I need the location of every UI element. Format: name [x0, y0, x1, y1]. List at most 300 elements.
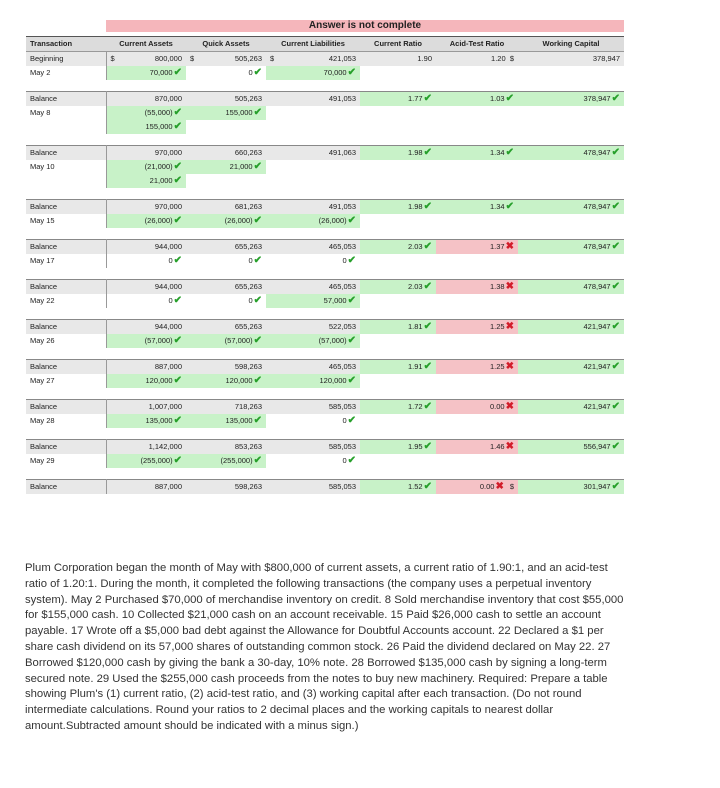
col-current-liabilities: Current Liabilities — [266, 37, 360, 52]
row-label — [26, 174, 106, 188]
spacer-cell — [26, 80, 106, 92]
cell-cl: 491,053 — [266, 92, 360, 107]
input-working-capital[interactable]: 478,947✔ — [518, 280, 624, 295]
row-label: May 15 — [26, 214, 106, 228]
empty-cell — [360, 414, 436, 428]
cell-atr: 1.20 $ — [436, 52, 518, 67]
spacer-cell — [106, 348, 186, 360]
balance-row — [26, 200, 624, 215]
empty-cell — [360, 454, 436, 468]
correct-check-icon: ✔ — [173, 375, 182, 386]
correct-check-icon: ✔ — [423, 281, 432, 292]
correct-check-icon: ✔ — [423, 401, 432, 412]
transaction-row — [26, 174, 624, 188]
empty-cell — [518, 334, 624, 348]
correct-check-icon: ✔ — [173, 67, 182, 78]
spacer-cell — [26, 228, 106, 240]
col-transaction: Transaction — [26, 37, 106, 52]
input-working-capital[interactable]: 478,947✔ — [518, 146, 624, 161]
transaction-row — [26, 106, 624, 120]
col-acid-test-ratio: Acid-Test Ratio — [436, 37, 518, 52]
input-working-capital[interactable]: 478,947✔ — [518, 240, 624, 255]
input-ca[interactable]: 135,000✔ — [106, 414, 186, 428]
spacer-cell — [186, 80, 266, 92]
transaction-row — [26, 454, 624, 468]
spacer-row — [26, 80, 624, 92]
empty-cell — [518, 374, 624, 388]
input-qa[interactable]: 0✔ — [248, 255, 262, 266]
row-label: Balance — [26, 92, 106, 107]
input-acid-test-ratio[interactable]: 1.38✖ — [436, 280, 518, 295]
correct-check-icon: ✔ — [173, 415, 182, 426]
cell-ca: 970,000 — [106, 146, 186, 161]
row-label — [26, 120, 106, 134]
spacer-cell — [436, 388, 518, 400]
empty-cell — [266, 120, 360, 134]
empty-cell — [436, 160, 518, 174]
input-ca[interactable]: (55,000)✔ — [106, 106, 186, 120]
input-qa[interactable]: 120,000✔ — [186, 374, 266, 388]
empty-cell — [436, 454, 518, 468]
spacer-row — [26, 388, 624, 400]
empty-cell — [518, 174, 624, 188]
header-row — [26, 37, 624, 52]
empty-cell — [186, 120, 266, 134]
transaction-row — [26, 414, 624, 428]
input-current-ratio[interactable]: 1.77✔ — [360, 92, 436, 107]
row-label: May 29 — [26, 454, 106, 468]
input-ca[interactable]: (21,000)✔ — [106, 160, 186, 174]
spacer-row — [26, 228, 624, 240]
input-ca[interactable]: 70,000✔ — [106, 66, 186, 80]
spacer-row — [26, 268, 624, 280]
balance-row — [26, 480, 624, 495]
input-ca[interactable]: 21,000✔ — [106, 174, 186, 188]
row-label: May 27 — [26, 374, 106, 388]
input-qa[interactable]: 135,000✔ — [186, 414, 266, 428]
empty-cell — [436, 254, 518, 268]
row-label: Balance — [26, 480, 106, 495]
empty-cell — [518, 254, 624, 268]
row-label: May 10 — [26, 160, 106, 174]
input-qa[interactable]: 155,000✔ — [186, 106, 266, 120]
cell-cr: 1.90 — [360, 52, 436, 67]
input-current-ratio[interactable]: 2.03✔ — [360, 280, 436, 295]
input-cl[interactable]: 0✔ — [342, 455, 356, 466]
input-qa[interactable]: (26,000)✔ — [186, 214, 266, 228]
balance-row — [26, 440, 624, 455]
correct-check-icon: ✔ — [505, 93, 514, 104]
input-ca[interactable]: 0✔ — [168, 295, 182, 306]
balance-row — [26, 360, 624, 375]
input-ca[interactable]: (26,000)✔ — [106, 214, 186, 228]
incorrect-x-icon: ✖ — [495, 481, 504, 492]
spacer-cell — [266, 428, 360, 440]
spacer-cell — [26, 468, 106, 480]
spacer-cell — [360, 80, 436, 92]
empty-cell — [360, 120, 436, 134]
spacer-cell — [26, 348, 106, 360]
spacer-cell — [186, 134, 266, 146]
balance-row — [26, 92, 624, 107]
spacer-cell — [26, 268, 106, 280]
spacer-cell — [186, 348, 266, 360]
empty-cell — [518, 106, 624, 120]
correct-check-icon: ✔ — [347, 295, 356, 306]
spacer-cell — [518, 348, 624, 360]
input-working-capital[interactable]: 301,947✔ — [518, 480, 624, 495]
input-working-capital[interactable]: 421,947✔ — [518, 320, 624, 335]
correct-check-icon: ✔ — [611, 93, 620, 104]
spacer-cell — [360, 348, 436, 360]
balance-row — [26, 400, 624, 415]
empty-cell — [436, 414, 518, 428]
cell-cl: 585,053 — [266, 480, 360, 495]
spacer-cell — [436, 134, 518, 146]
spacer-cell — [436, 268, 518, 280]
spacer-cell — [266, 228, 360, 240]
empty-cell — [360, 334, 436, 348]
spacer-cell — [436, 428, 518, 440]
correct-check-icon: ✔ — [173, 175, 182, 186]
empty-cell — [436, 214, 518, 228]
correct-check-icon: ✔ — [253, 335, 262, 346]
spacer-cell — [518, 228, 624, 240]
spacer-cell — [436, 348, 518, 360]
row-label: May 26 — [26, 334, 106, 348]
spacer-cell — [186, 428, 266, 440]
cell-ca: 944,000 — [106, 240, 186, 255]
cell-cl: 491,053 — [266, 200, 360, 215]
correct-check-icon: ✔ — [611, 401, 620, 412]
spacer-cell — [518, 468, 624, 480]
row-label: Balance — [26, 400, 106, 415]
correct-check-icon: ✔ — [505, 201, 514, 212]
transaction-row — [26, 214, 624, 228]
correct-check-icon: ✔ — [611, 241, 620, 252]
answer-status-banner: Answer is not complete — [106, 20, 624, 32]
spacer-row — [26, 348, 624, 360]
correct-check-icon: ✔ — [253, 295, 262, 306]
empty-cell — [436, 374, 518, 388]
correct-check-icon: ✔ — [611, 201, 620, 212]
empty-cell — [266, 160, 360, 174]
correct-check-icon: ✔ — [423, 441, 432, 452]
cell-qa: 598,263 — [186, 360, 266, 375]
cell-qa: 681,263 — [186, 200, 266, 215]
input-cl[interactable]: (57,000)✔ — [266, 334, 360, 348]
cell-cl: 585,053 — [266, 440, 360, 455]
spacer-cell — [360, 228, 436, 240]
cell-cl: $ 421,053 — [266, 52, 360, 67]
input-acid-test-ratio[interactable]: 1.37✖ — [436, 240, 518, 255]
problem-statement: Plum Corporation began the month of May with $800,000 of current assets, a current ratio of 1.90:1, and an acid-test ratio of 1.20:1. During the month, it completed the following transactions (the company uses a perpetual inventory system). May 2 Purchased $70,000 of merchandise inventory on credit. 8 Sold merchandise inventory that cost $55,000 for $155,000 cash. 10 Collected $21,000 cash on an account receivable. 15 Paid $26,000 cash to settle an account payable. 17 Wrote off a $5,000 bad debt against the Allowance for Doubtful Accounts account. 22 Declared a $1 per share cash dividend on its 57,000 shares of outstanding common stock. 26 Paid the dividend declared on May 22. 27 Borrowed $120,000 cash by giving the bank a 30-day, 10% note. 28 Borrowed $135,000 cash by signing a long-term secured note. 29 Used the $255,000 cash proceeds from the notes to buy new machinery. Required: Prepare a table showing Plum's (1) current ratio, (2) acid-test ratio, and (3) working capital after each transaction. (Do not round intermediate calculations. Round your ratios to 2 decimal places and the working capitals to nearest dollar amount.Subtracted amount should be indicated with a minus sign.) — [25, 562, 624, 732]
balance-row — [26, 146, 624, 161]
correct-check-icon: ✔ — [173, 455, 182, 466]
incorrect-x-icon: ✖ — [505, 401, 514, 412]
input-qa[interactable]: (57,000)✔ — [186, 334, 266, 348]
input-cl[interactable]: 0✔ — [342, 255, 356, 266]
input-acid-test-ratio[interactable]: 1.34✔ — [436, 146, 518, 161]
input-acid-test-ratio[interactable]: 1.25✖ — [436, 320, 518, 335]
correct-check-icon: ✔ — [611, 441, 620, 452]
transaction-row — [26, 374, 624, 388]
row-label: May 8 — [26, 106, 106, 120]
input-current-ratio[interactable]: 1.98✔ — [360, 146, 436, 161]
balance-row — [26, 280, 624, 295]
empty-cell — [360, 374, 436, 388]
empty-cell — [360, 254, 436, 268]
input-working-capital[interactable]: 556,947✔ — [518, 440, 624, 455]
empty-cell — [518, 160, 624, 174]
spacer-cell — [106, 308, 186, 320]
input-ca[interactable]: (255,000)✔ — [106, 454, 186, 468]
correct-check-icon: ✔ — [253, 215, 262, 226]
cell-ca: 970,000 — [106, 200, 186, 215]
cell-ca: 944,000 — [106, 280, 186, 295]
spacer-cell — [518, 308, 624, 320]
beginning-row — [26, 52, 624, 67]
row-label: Balance — [26, 280, 106, 295]
cell-qa: 598,263 — [186, 480, 266, 495]
correct-check-icon: ✔ — [347, 415, 356, 426]
cell-cl: 522,053 — [266, 320, 360, 335]
spacer-row — [26, 134, 624, 146]
incorrect-x-icon: ✖ — [505, 441, 514, 452]
empty-cell — [518, 120, 624, 134]
empty-cell — [518, 414, 624, 428]
cell-cl: 465,053 — [266, 280, 360, 295]
row-label: May 28 — [26, 414, 106, 428]
correct-check-icon: ✔ — [347, 215, 356, 226]
spacer-row — [26, 468, 624, 480]
empty-cell — [360, 106, 436, 120]
spacer-cell — [186, 268, 266, 280]
spacer-cell — [518, 134, 624, 146]
cell-cl: 585,053 — [266, 400, 360, 415]
row-label: May 2 — [26, 66, 106, 80]
transaction-row — [26, 294, 624, 308]
input-acid-test-ratio[interactable]: 0.00✖ — [436, 400, 518, 415]
spacer-cell — [360, 134, 436, 146]
input-working-capital[interactable]: 421,947✔ — [518, 360, 624, 375]
input-ca[interactable]: 155,000✔ — [106, 120, 186, 134]
cell-qa: 655,263 — [186, 240, 266, 255]
row-label: Balance — [26, 146, 106, 161]
correct-check-icon: ✔ — [173, 215, 182, 226]
transaction-row — [26, 160, 624, 174]
spacer-cell — [266, 348, 360, 360]
empty-cell — [436, 294, 518, 308]
spacer-cell — [266, 268, 360, 280]
spacer-cell — [26, 388, 106, 400]
input-working-capital[interactable]: 378,947✔ — [518, 92, 624, 107]
input-cl[interactable]: 70,000✔ — [266, 66, 360, 80]
tx-row-may2 — [26, 66, 624, 80]
correct-check-icon: ✔ — [611, 147, 620, 158]
input-current-ratio[interactable]: 1.91✔ — [360, 360, 436, 375]
cell-cl: 465,053 — [266, 240, 360, 255]
input-cl[interactable]: (26,000)✔ — [266, 214, 360, 228]
cell-wc: 378,947 — [518, 52, 624, 67]
spacer-cell — [266, 308, 360, 320]
input-current-ratio[interactable]: 1.81✔ — [360, 320, 436, 335]
row-label: May 22 — [26, 294, 106, 308]
spacer-cell — [518, 80, 624, 92]
spacer-cell — [436, 228, 518, 240]
correct-check-icon: ✔ — [253, 107, 262, 118]
row-label: Balance — [26, 440, 106, 455]
spacer-cell — [436, 80, 518, 92]
correct-check-icon: ✔ — [423, 241, 432, 252]
incorrect-x-icon: ✖ — [505, 321, 514, 332]
incorrect-x-icon: ✖ — [505, 281, 514, 292]
input-working-capital[interactable]: 478,947✔ — [518, 200, 624, 215]
input-cl[interactable]: 57,000✔ — [266, 294, 360, 308]
spacer-cell — [266, 134, 360, 146]
cell-qa: 718,263 — [186, 400, 266, 415]
cell-ca: $ 800,000 — [106, 52, 186, 67]
spacer-cell — [106, 388, 186, 400]
input-acid-test-ratio[interactable]: 1.34✔ — [436, 200, 518, 215]
spacer-cell — [360, 428, 436, 440]
row-label: Balance — [26, 200, 106, 215]
correct-check-icon: ✔ — [253, 375, 262, 386]
input-acid-test-ratio[interactable]: 1.46✖ — [436, 440, 518, 455]
spacer-cell — [186, 188, 266, 200]
col-working-capital: Working Capital — [518, 37, 624, 52]
incorrect-x-icon: ✖ — [505, 361, 514, 372]
correct-check-icon: ✔ — [253, 67, 262, 78]
input-qa[interactable]: 0✔ — [248, 67, 262, 78]
balance-row — [26, 320, 624, 335]
input-current-ratio[interactable]: 1.95✔ — [360, 440, 436, 455]
correct-check-icon: ✔ — [173, 121, 182, 132]
spacer-cell — [436, 308, 518, 320]
correct-check-icon: ✔ — [423, 201, 432, 212]
balance-row — [26, 240, 624, 255]
spacer-cell — [360, 468, 436, 480]
cell-cl: 491,063 — [266, 146, 360, 161]
correct-check-icon: ✔ — [173, 161, 182, 172]
spacer-cell — [106, 468, 186, 480]
col-current-assets: Current Assets — [106, 37, 186, 52]
spacer-cell — [266, 388, 360, 400]
correct-check-icon: ✔ — [423, 361, 432, 372]
input-ca[interactable]: 0✔ — [168, 255, 182, 266]
input-acid-test-ratio[interactable]: 1.25✖ — [436, 360, 518, 375]
input-ca[interactable]: (57,000)✔ — [106, 334, 186, 348]
spacer-cell — [518, 428, 624, 440]
row-label: Balance — [26, 360, 106, 375]
input-current-ratio[interactable]: 2.03✔ — [360, 240, 436, 255]
correct-check-icon: ✔ — [347, 455, 356, 466]
correct-check-icon: ✔ — [611, 321, 620, 332]
correct-check-icon: ✔ — [173, 107, 182, 118]
empty-cell — [518, 214, 624, 228]
input-cl[interactable]: 120,000✔ — [266, 374, 360, 388]
correct-check-icon: ✔ — [253, 161, 262, 172]
input-cl[interactable]: 0✔ — [342, 415, 356, 426]
spacer-cell — [26, 188, 106, 200]
input-current-ratio[interactable]: 1.72✔ — [360, 400, 436, 415]
empty-cell — [360, 294, 436, 308]
cell-qa: $ 505,263 — [186, 52, 266, 67]
input-qa[interactable]: (255,000)✔ — [186, 454, 266, 468]
empty-cell — [360, 174, 436, 188]
spacer-cell — [360, 188, 436, 200]
input-current-ratio[interactable]: 1.98✔ — [360, 200, 436, 215]
empty-cell — [360, 160, 436, 174]
transaction-row — [26, 334, 624, 348]
input-working-capital[interactable]: 421,947✔ — [518, 400, 624, 415]
correct-check-icon: ✔ — [423, 321, 432, 332]
correct-check-icon: ✔ — [173, 295, 182, 306]
spacer-row — [26, 188, 624, 200]
input-qa[interactable]: 0✔ — [248, 295, 262, 306]
cell-ca: 870,000 — [106, 92, 186, 107]
row-label: Beginning — [26, 52, 106, 67]
spacer-cell — [106, 188, 186, 200]
row-label: Balance — [26, 320, 106, 335]
input-qa[interactable]: 21,000✔ — [186, 160, 266, 174]
spacer-cell — [360, 388, 436, 400]
incorrect-x-icon: ✖ — [505, 241, 514, 252]
cell-ca: 1,142,000 — [106, 440, 186, 455]
spacer-cell — [518, 268, 624, 280]
spacer-cell — [266, 80, 360, 92]
empty-cell — [436, 120, 518, 134]
row-label: May 17 — [26, 254, 106, 268]
empty-cell — [436, 174, 518, 188]
spacer-cell — [106, 134, 186, 146]
input-acid-test-ratio[interactable]: 1.03✔ — [436, 92, 518, 107]
spacer-cell — [186, 228, 266, 240]
empty-cell — [266, 106, 360, 120]
cell-qa: 655,263 — [186, 320, 266, 335]
correct-check-icon: ✔ — [505, 147, 514, 158]
correct-check-icon: ✔ — [347, 67, 356, 78]
input-ca[interactable]: 120,000✔ — [106, 374, 186, 388]
correct-check-icon: ✔ — [423, 481, 432, 492]
cell-ca: 944,000 — [106, 320, 186, 335]
empty-cell — [186, 174, 266, 188]
correct-check-icon: ✔ — [423, 147, 432, 158]
empty-cell — [518, 294, 624, 308]
empty-cell — [436, 106, 518, 120]
spacer-cell — [186, 308, 266, 320]
spacer-cell — [360, 268, 436, 280]
correct-check-icon: ✔ — [253, 415, 262, 426]
spacer-cell — [106, 228, 186, 240]
empty-cell — [266, 174, 360, 188]
spacer-cell — [436, 468, 518, 480]
spacer-cell — [106, 80, 186, 92]
correct-check-icon: ✔ — [347, 255, 356, 266]
spacer-cell — [26, 134, 106, 146]
transaction-row — [26, 120, 624, 134]
input-acid-test-ratio[interactable]: 0.00✖ $ — [436, 480, 518, 495]
empty-cell — [360, 214, 436, 228]
input-current-ratio[interactable]: 1.52✔ — [360, 480, 436, 495]
spacer-cell — [186, 388, 266, 400]
transaction-row — [26, 254, 624, 268]
cell-ca: 1,007,000 — [106, 400, 186, 415]
correct-check-icon: ✔ — [173, 255, 182, 266]
correct-check-icon: ✔ — [611, 481, 620, 492]
spacer-cell — [518, 188, 624, 200]
correct-check-icon: ✔ — [611, 281, 620, 292]
